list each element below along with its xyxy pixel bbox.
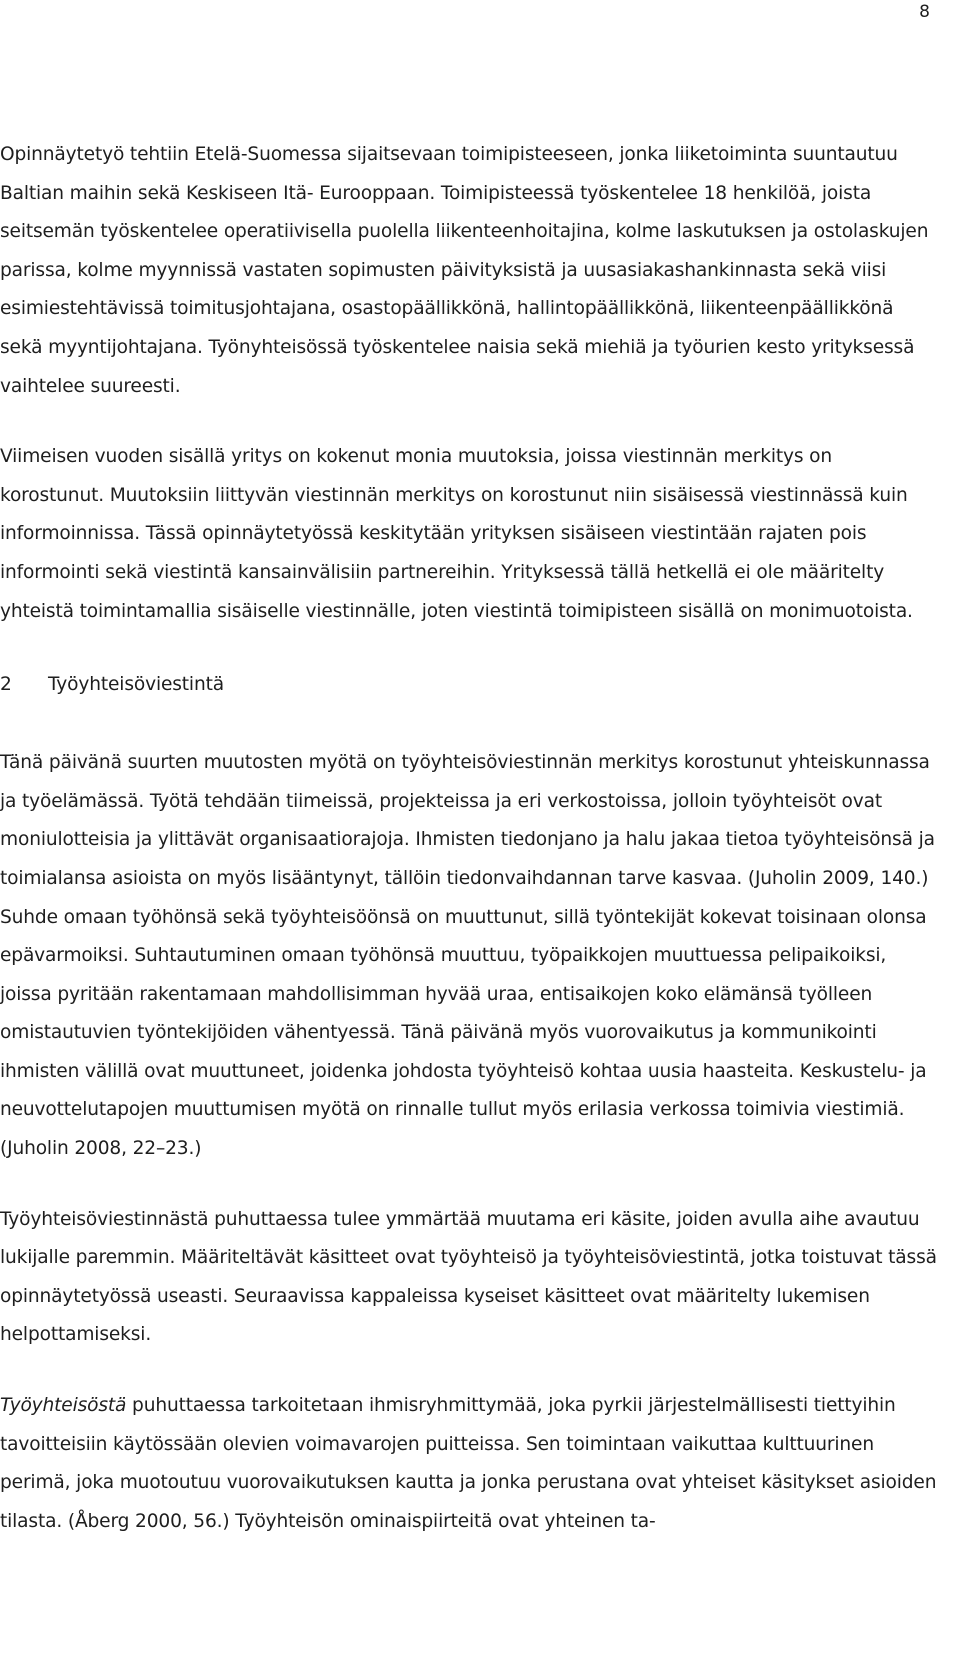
paragraph-organization: Opinnäytetyö tehtiin Etelä-Suomessa sijaitsevaan toimipisteeseen, jonka liiketoiminta suuntautuu Baltian maihin sekä Keskiseen Itä- Eurooppaan. Toimipisteessä työskentelee 18 henkilöä, joista seitsemän työskentelee operatiivisella puolella liikenteenhoitajina, kolme laskutuksen ja ostolaskujen parissa, kolme myynnissä vastaten sopimusten päivityksistä ja uusasiakashankinnasta sekä viisi esimiestehtävissä toimitusjohtajana, osastopäällikkönä, hallintopäällikkönä, liikenteenpäällikkönä sekä myyntijohtajana. Työnyhteisössä työskentelee naisia sekä miehiä ja työurien kesto yrityksessä vaihtelee suureesti.	[0, 144, 929, 397]
page-number: 8	[919, 2, 930, 22]
paragraph-work-community-communication: Tänä päivänä suurten muutosten myötä on työyhteisöviestinnän merkitys korostunut yhteiskunnassa ja työelämässä. Työtä tehdään tiimeissä, projekteissa ja eri verkostoissa, jolloin työyhteisöt ovat moniulotteisia ja ylittävät organisaatiorajoja. Ihmisten tiedonjano ja halu jakaa tietoa työyhteisönsä ja toimialansa asioista on myös lisääntynyt, tällöin tiedonvaihdannan tarve kasvaa. (Juholin 2009, 140.) Suhde omaan työhönsä sekä työyhteisöönsä on muuttunut, sillä työntekijät kokevat toisinaan olonsa epävarmoiksi. Suhtautuminen omaan työhönsä muuttuu, työpaikkojen muuttuessa pelipaikoiksi, joissa pyritään rakentamaan mahdollisimman hyvää uraa, entisaikojen koko elämänsä työlleen omistautuvien työntekijöiden vähentyessä. Tänä päivänä myös vuorovaikutus ja kommunikointi ihmisten välillä ovat muuttuneet, joidenka johdosta työyhteisö kohtaa uusia haasteita. Keskustelu- ja neuvottelutapojen muuttumisen myötä on rinnalle tullut myös erilasia verkossa toimivia viestimiä. (Juholin 2008, 22–23.)	[0, 752, 935, 1160]
paragraph-concepts: Työyhteisöviestinnästä puhuttaessa tulee ymmärtää muutama eri käsite, joiden avulla aihe avautuu lukijalle paremmin. Määriteltävät käsitteet ovat työyhteisö ja työyhteisöviestintä, jotka toistuvat tässä opinnäytetyössä useasti. Seuraavissa kappaleissa kyseiset käsitteet ovat määritelty lukemisen helpottamiseksi.	[0, 1208, 937, 1346]
body-text	[0, 136, 938, 1541]
paragraph-changes: Viimeisen vuoden sisällä yritys on kokenut monia muutoksia, joissa viestinnän merkitys on korostunut. Muutoksiin liittyvän viestinnän merkitys on korostunut niin sisäisessä viestinnässä kuin informoinnissa. Tässä opinnäytetyössä keskitytään yrityksen sisäiseen viestintään rajaten pois informointi sekä viestintä kansainvälisiin partnereihin. Yrityksessä tällä hetkellä ei ole määritelty yhteistä toimintamallia sisäiselle viestinnälle, joten viestintä toimipisteen sisällä on monimuotoista.	[0, 446, 913, 622]
definition-text: puhuttaessa tarkoitetaan ihmisryhmittymää, joka pyrkii järjestelmällisesti tiettyihin tavoitteisiin käytössään olevien voimavarojen puitteissa. Sen toimintaan vaikuttaa kulttuurinen perimä, joka muotoutuu vuorovaikutuksen kautta ja jonka perustana ovat yhteiset käsitykset asioiden tilasta. (Åberg 2000, 56.) Työyhteisön ominaispiirteitä ovat yhteinen ta-	[0, 1395, 937, 1532]
definition-term: Työyhteisöstä	[0, 1395, 127, 1417]
paragraph-definition	[0, 1387, 938, 1541]
section-number: 2	[0, 673, 12, 695]
section-heading	[0, 665, 938, 705]
section-title: Työyhteisöviestintä	[48, 673, 224, 695]
